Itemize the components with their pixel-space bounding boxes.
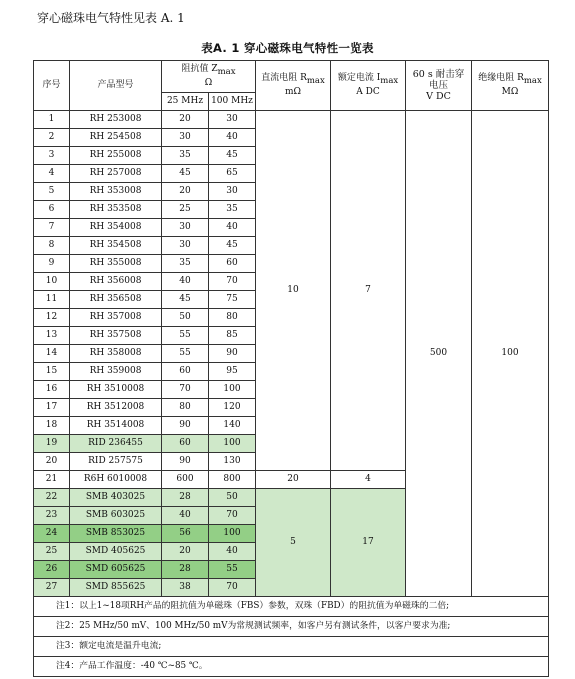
header-dc-resistance: 直流电阻 $R_{max}$ mΩ [256, 61, 331, 111]
cell-seq: 18 [34, 417, 70, 435]
table-notes [34, 597, 549, 677]
cell-z100: 30 [209, 183, 256, 201]
table-body [34, 111, 549, 597]
header-impedance: 阻抗值 $Z_{max}$ Ω [162, 61, 256, 93]
cell-z100: 130 [209, 453, 256, 471]
cell-z100: 80 [209, 309, 256, 327]
cell-model: SMD 605625 [70, 561, 162, 579]
note-2: 注2：25 MHz/50 mV、100 MHz/50 mV为常规测试频率，如客户另有测试条件，以客户要求为准; [34, 617, 549, 637]
cell-z25: 20 [162, 183, 209, 201]
cell-model: RH 3510008 [70, 381, 162, 399]
cell-z100: 45 [209, 147, 256, 165]
cell-model: RH 358008 [70, 345, 162, 363]
cell-z100: 75 [209, 291, 256, 309]
cell-insulation: 100 [472, 111, 549, 597]
cell-model: RH 356508 [70, 291, 162, 309]
cell-seq: 27 [34, 579, 70, 597]
cell-z100: 95 [209, 363, 256, 381]
cell-model: SMB 603025 [70, 507, 162, 525]
cell-z100: 40 [209, 219, 256, 237]
cell-seq: 25 [34, 543, 70, 561]
cell-z100: 50 [209, 489, 256, 507]
cell-z100: 55 [209, 561, 256, 579]
cell-z100: 65 [209, 165, 256, 183]
cell-z25: 30 [162, 219, 209, 237]
cell-seq: 13 [34, 327, 70, 345]
cell-z100: 85 [209, 327, 256, 345]
cell-z25: 20 [162, 543, 209, 561]
cell-model: RID 236455 [70, 435, 162, 453]
cell-z100: 70 [209, 507, 256, 525]
cell-seq: 17 [34, 399, 70, 417]
cell-z100: 70 [209, 273, 256, 291]
cell-z100: 35 [209, 201, 256, 219]
cell-seq: 24 [34, 525, 70, 543]
cell-z100: 800 [209, 471, 256, 489]
cell-model: SMB 853025 [70, 525, 162, 543]
cell-z25: 28 [162, 561, 209, 579]
cell-seq: 4 [34, 165, 70, 183]
cell-z25: 90 [162, 453, 209, 471]
cell-z25: 70 [162, 381, 209, 399]
electrical-characteristics-table [33, 60, 549, 677]
cell-z100: 70 [209, 579, 256, 597]
cell-seq: 8 [34, 237, 70, 255]
cell-model: SMB 403025 [70, 489, 162, 507]
header-seq: 序号 [34, 61, 70, 111]
cell-z25: 50 [162, 309, 209, 327]
cell-seq: 7 [34, 219, 70, 237]
cell-model: RH 257008 [70, 165, 162, 183]
cell-model: RH 354008 [70, 219, 162, 237]
cell-model: RH 3514008 [70, 417, 162, 435]
cell-seq: 16 [34, 381, 70, 399]
cell-z100: 120 [209, 399, 256, 417]
cell-dcr-row21: 20 [256, 471, 331, 489]
cell-z25: 90 [162, 417, 209, 435]
cell-z25: 30 [162, 129, 209, 147]
cell-seq: 23 [34, 507, 70, 525]
cell-current-row21: 4 [331, 471, 406, 489]
cell-z25: 35 [162, 255, 209, 273]
cell-z100: 100 [209, 525, 256, 543]
cell-z100: 100 [209, 435, 256, 453]
cell-z25: 38 [162, 579, 209, 597]
cell-z25: 28 [162, 489, 209, 507]
header-rated-current: 额定电流 $I_{max}$ A DC [331, 61, 406, 111]
cell-model: RH 254508 [70, 129, 162, 147]
cell-model: RH 357508 [70, 327, 162, 345]
cell-z25: 55 [162, 327, 209, 345]
cell-withstand: 500 [406, 111, 472, 597]
cell-z100: 140 [209, 417, 256, 435]
cell-model: RID 257575 [70, 453, 162, 471]
cell-model: RH 353008 [70, 183, 162, 201]
cell-seq: 9 [34, 255, 70, 273]
cell-model: SMD 405625 [70, 543, 162, 561]
cell-z100: 100 [209, 381, 256, 399]
cell-model: RH 359008 [70, 363, 162, 381]
note-4: 注4：产品工作温度：-40 ℃~85 ℃。 [34, 657, 549, 677]
table-row [34, 111, 549, 129]
cell-z25: 60 [162, 435, 209, 453]
cell-z100: 60 [209, 255, 256, 273]
cell-model: RH 356008 [70, 273, 162, 291]
cell-model: RH 255008 [70, 147, 162, 165]
cell-model: RH 353508 [70, 201, 162, 219]
cell-seq: 10 [34, 273, 70, 291]
cell-z25: 25 [162, 201, 209, 219]
cell-model: R6H 6010008 [70, 471, 162, 489]
cell-z100: 40 [209, 129, 256, 147]
cell-seq: 22 [34, 489, 70, 507]
cell-model: RH 355008 [70, 255, 162, 273]
header-25mhz: 25 MHz [162, 93, 209, 111]
cell-z25: 20 [162, 111, 209, 129]
intro-text: 穿心磁珠电气特性见表 A. 1 [37, 11, 185, 25]
table-caption: 表A. 1 穿心磁珠电气特性一览表 [201, 41, 374, 55]
header-insulation-resistance: 绝缘电阻 $R_{max}$ MΩ [472, 61, 549, 111]
cell-z100: 40 [209, 543, 256, 561]
header-model: 产品型号 [70, 61, 162, 111]
cell-z25: 40 [162, 507, 209, 525]
cell-seq: 5 [34, 183, 70, 201]
cell-current-group1: 7 [331, 111, 406, 471]
cell-z25: 600 [162, 471, 209, 489]
cell-z25: 56 [162, 525, 209, 543]
cell-model: SMD 855625 [70, 579, 162, 597]
cell-seq: 2 [34, 129, 70, 147]
cell-seq: 19 [34, 435, 70, 453]
cell-current-group3: 17 [331, 489, 406, 597]
cell-z25: 30 [162, 237, 209, 255]
cell-seq: 14 [34, 345, 70, 363]
cell-z25: 40 [162, 273, 209, 291]
cell-z25: 60 [162, 363, 209, 381]
cell-z25: 35 [162, 147, 209, 165]
header-100mhz: 100 MHz [209, 93, 256, 111]
cell-z25: 80 [162, 399, 209, 417]
cell-z100: 45 [209, 237, 256, 255]
cell-seq: 12 [34, 309, 70, 327]
cell-z25: 45 [162, 291, 209, 309]
cell-z100: 30 [209, 111, 256, 129]
cell-seq: 20 [34, 453, 70, 471]
cell-seq: 11 [34, 291, 70, 309]
cell-seq: 15 [34, 363, 70, 381]
note-3: 注3：额定电流是温升电流; [34, 637, 549, 657]
cell-model: RH 253008 [70, 111, 162, 129]
cell-seq: 26 [34, 561, 70, 579]
cell-dcr-group3: 5 [256, 489, 331, 597]
cell-model: RH 354508 [70, 237, 162, 255]
note-1: 注1：以上1~18项RH产品的阻抗值为单磁珠（FBS）参数，双珠（FBD）的阻抗值为单磁珠的二倍; [34, 597, 549, 617]
cell-model: RH 357008 [70, 309, 162, 327]
header-withstand-voltage: 60 s 耐击穿 电压 V DC [406, 61, 472, 111]
cell-seq: 21 [34, 471, 70, 489]
cell-seq: 1 [34, 111, 70, 129]
cell-dcr-group1: 10 [256, 111, 331, 471]
cell-model: RH 3512008 [70, 399, 162, 417]
cell-z100: 90 [209, 345, 256, 363]
cell-seq: 3 [34, 147, 70, 165]
cell-z25: 45 [162, 165, 209, 183]
cell-z25: 55 [162, 345, 209, 363]
cell-seq: 6 [34, 201, 70, 219]
